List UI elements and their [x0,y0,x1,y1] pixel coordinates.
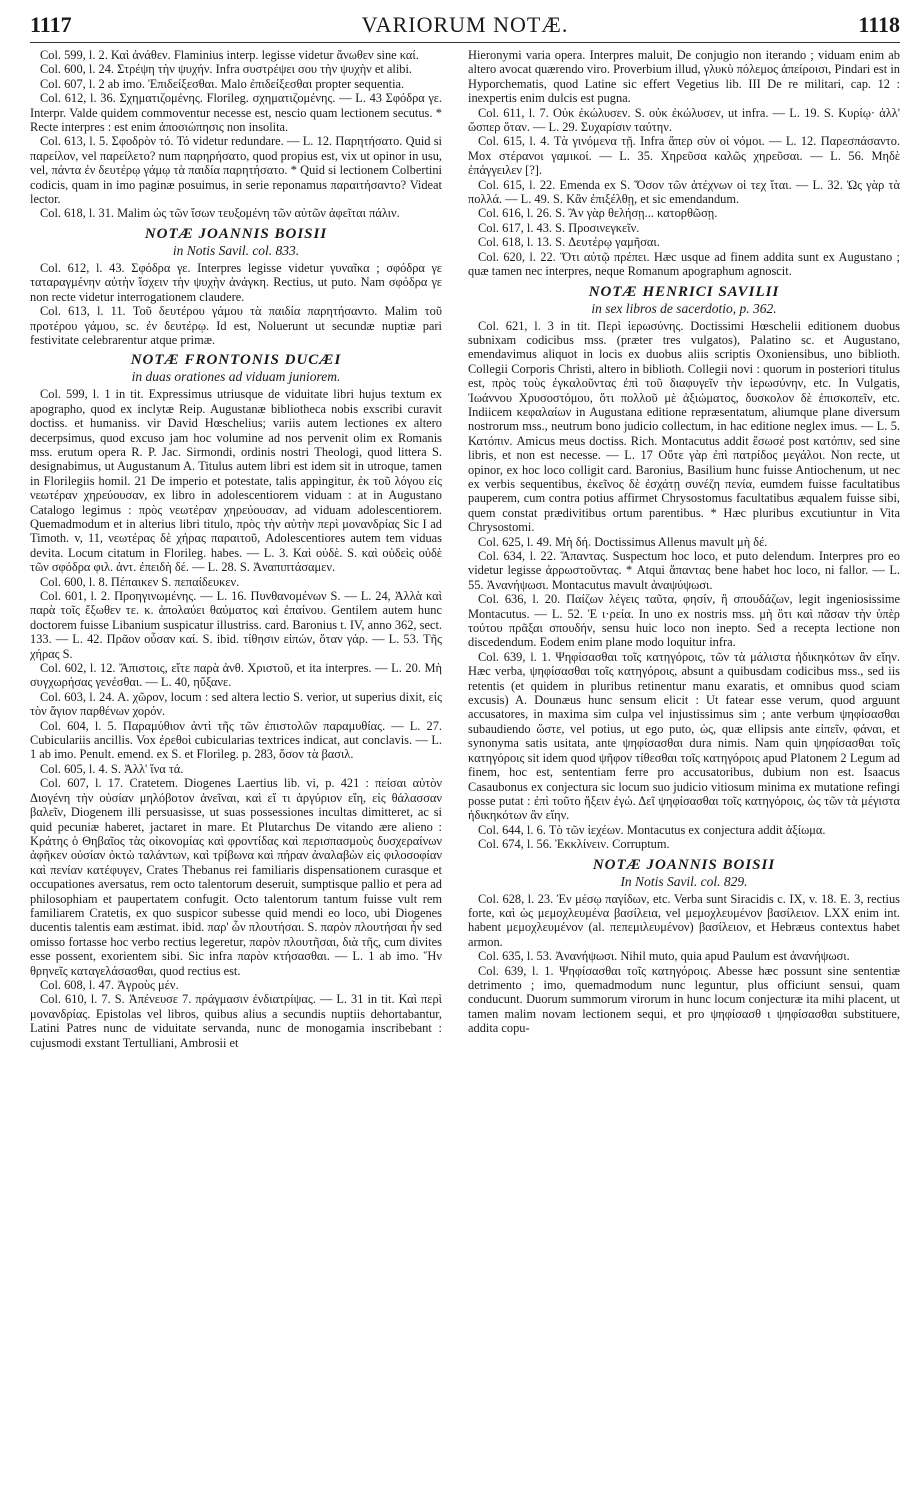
page-number-left: 1117 [30,12,72,37]
note-paragraph: Col. 599, l. 1 in tit. Expressimus utriusque de viduitate libri hujus textum ex apographo, quod ex inclytæ Reip. Augustanæ bibliotheca nobis exscribi curavit doctiss. et humaniss. vir David Hœschelius; variis autem lectiones ex altero decerpsimus, quod excuso jam hoc volumine ad nos pervenit olim ex Romanis mss. erutum opera R. P. Jac. Sirmondi, ordinis nostri Theologi, quod littera S. designabimus, ut Augustanum A. Titulus autem libri est idem sit in utroque, tamen in Florilegiis homil. 21 De imperio et potestate, talis appingitur, ἐκ τοῦ λόγου εἰς νεωτέραν χηρεύουσαν, ex libro in adolescentiorem viduam : at in Augustano Catalogo legimus : πρὸς νεωτέραν χηρεύουσαν, ad viduam adolescentiorem. Quemadmodum et in alterius libri titulo, πρὸς τὴν αὐτὴν περὶ μονανδρίας Sic I ad Timoth. v, 11, νεωτέρας δὲ χήρας παραιτοῦ, Adolescentiores autem tem viduas devita. Locum citatum in Florileg. habes. — L. 3. Καὶ οὐδὲ. S. καὶ οὐδεὶς οὐδὲ τῶν σφόδρα φιλ. ἀντ. ἐπειδὴ δέ. — L. 28. S. Ἀναπιπτάσαμεν. [30,387,442,575]
note-paragraph: Col. 601, l. 2. Προηγινωμένης. — L. 16. Πυνθανομένων S. — L. 24, Ἀλλὰ καὶ παρὰ τοῖς ἔξωθεν τε. κ. ἀπολαύει θαύματος καὶ ἐπαίνου. Gentilem autem hunc doctorem fuisse Libanium suspicatur illustriss. card. Baronius t. IV, anno 362, sect. 133. — L. 42. Πρᾶον οὖσαν καί. S. ibid. τίθησιν εἰπών, ὅταν γάρ. — L. 53. Τῆς χήρας S. [30,589,442,661]
section-subtitle: in Notis Savil. col. 833. [172,242,300,258]
section-title: NOTÆ JOANNIS BOISII [144,225,328,242]
note-paragraph: Col. 628, l. 23. Ἐν μέσῳ παγίδων, etc. Verba sunt Siracidis c. IX, v. 18. E. 3, rectius forte, καὶ ὡς μεμοχλευμένα βασίλεια, vel μεμοχλευμένον βασίλειον. LXX enim int. habent μεμοχλευμένον (al. πεπεμιλευμένον) βασίλειον, et Hebræus contextus habet armon. [468,891,900,949]
note-paragraph: Col. 607, l. 17. Cratetem. Diogenes Laertius lib. vi, p. 421 : πείσαι αὐτὸν Διογένη τὴν οὐσίαν μηλόβοτον ἀνεῖναι, καὶ εἴ τι ἀργύριον εἴη, εἰς θάλασσαν βαλεῖν, Diogenem illi persuasisse, ut suas possessiones incultas dimitteret, ac si quid pecuniæ haberet, jactaret in mare. Et Plutarchus De vitando ære alieno : Κράτης ὁ Θηβαῖος τὰς οἰκονομίας καὶ φροντίδας καὶ περισπασμοὺς δυσχεραίνων ἀφῆκεν οὐσίαν ὀκτὼ ταλάντων, καὶ τρίβωνα καὶ πήραν ἀναλαβὼν εἰς φιλοσοφίαν καὶ πενίαν κατέφυγεν, Crates Thebanus rei familiaris dispensationem curasque et occupationes aversatus, rem octo talentorum deseruit, sumptisque pallio et pera ad philosophiam et paupertatem confugit. Octo talentorum tantum fuisse vult rem familiarem Cratetis, ex quo suspicor subesse quid mendi eo loco, ubi Diogenes ducentis talentis eam æstimat. ibid. παρ' ὧν πλουτήσαι. S. παρὸν πλουτήσαι ἦν sed omisso fortasse hoc verbo rectius legeretur, παρὸν πλουτῆσαι, διὰ τῆς, cum divites esse possent, exorientem sibi. Sic infra παρὸν κτήσασθαι. — L. 1 ab imo. Ἥν θρηνεῖς καταγελάσασθαι, quod rectius est. [30,776,442,978]
section-title: NOTÆ FRONTONIS DUCÆI [130,352,342,369]
page-number-right: 1118 [858,12,900,37]
running-header [30,8,900,43]
note-paragraph: Col. 617, l. 43. S. Προσινεγκεῖν. [478,220,640,235]
note-paragraph: Col. 604, l. 5. Παραμύθιον ἀντὶ τῆς τῶν ἐπιστολῶν παραμυθίας. — L. 27. Cubiculariis ancillis. Vox ἐρεθοὶ cubicularias textrices indicat, aut conclavis. — L. 1 ab imo. Penult. emend. ex S. et Florileg. p. 283, ὅσον τὰ βασιλ. [30,718,442,762]
note-paragraph: Col. 644, l. 6. Τὸ τῶν ἰεχέων. Montacutus ex conjectura addit ἀξίωμα. [478,822,826,837]
note-paragraph: Col. 615, l. 22. Emenda ex S. Ὅσον τῶν ἀτέχνων οἱ τεχ ἴται. — L. 32. Ὡς γὰρ τὰ πολλά. — L. 49. S. Κἂν ἐπιξέλθῃ, et sic emendandum. [468,177,900,207]
note-paragraph: Col. 616, l. 26. S. Ἂν γὰρ θελήσῃ... κατορθῶσῃ. [478,206,718,221]
note-paragraph: Col. 615, l. 4. Τὰ γινόμενα τῇ. Infra ἅπερ σὺν οἱ νόμοι. — L. 12. Παρεσπάσαντο. Mox στέρανοι γαμικοί. — L. 35. Χηρεῦσα καλῶς χηρεῦσαι. — L. 56. Μηδὲ ἐπάγγειλεν [?]. [468,134,900,178]
note-paragraph: Col. 600, l. 24. Στρέψη τὴν ψυχήν. Infra συστρέψει σου τὴν ψυχὴν et alibi. [40,62,413,77]
note-paragraph: Col. 599, l. 2. Καὶ ἀνάθεν. Flaminius interp. legisse videtur ἄνωθεν sine καί. [40,48,419,62]
note-paragraph: Col. 639, l. 1. Ψηφίσασθαι τοῖς κατηγόροις, τῶν τὰ μάλιστα ἠδικηκότων ἂν εἴην. Hæc verba, ψηφίσασθαι τοῖς κατηγόροις, absunt a quibusdam codicibus mss., sed iis retentis (et quidem in pluribus retinentur manu exaratis, et omnibus quod sciam excusis) A. Dounæus hunc sensum elicit : Ut fatear esse verum, quod arguunt accusatores, in maxima sim culpa vel injustissimus sim ; ante verbum ψηφίσασθαι subaudiendo ὥστε, vel potius, ut ego puto, ὡς, quæ ellipsis ante εἰπεῖν, φάναι, et synonyma satis usitata, ante ψηφίσασθαι dura nimis. Nam quin ψηφίσασθαι τοῖς κατηγόροις sit idem quod ψῆφον τίθεσθαι τοῖς κατηγόροις apud Platonem 2 Legum ad finem, hoc est, sententiam ferre pro accusatoribus, dubium non est. Isaacus Casaubonus ex conjectura sic locum suo judicio vitiosum minima ex mutatione refingi posse putat : ἐπὶ τοῦτο ἥξειν ἐγώ. Δεῖ ψηφίσασθαι τοῖς κατηγόροις, ὡς τῶν τὰ μέγιστα ἠδικηκότων ἂν εἴην. [468,649,900,823]
note-paragraph: Col. 674, l. 56. Ἐκκλίνειν. Corruptum. [478,837,670,852]
section-subtitle: in duas orationes ad viduam juniorem. [131,369,341,385]
note-paragraph: Hieronymi varia opera. Interpres maluit, De conjugio non iterando ; viduam enim ab altero avocat quærendo viro. Proverbium illud, γλυκὺ πόλεμος ἀπείροισι, Pindari est in Hyporchematis, quod Latine sic effert Vegetius lib. III De re militari, cap. 12 : inexpertis enim dulcis est pugna. [468,48,900,106]
note-paragraph: Col. 635, l. 53. Ἀνανήψωσι. Nihil muto, quia apud Paulum est ἀνανήψωσι. [478,949,850,964]
section-subtitle: in sex libros de sacerdotio, p. 362. [591,300,777,316]
note-paragraph: Col. 611, l. 7. Οὐκ ἐκώλυσεν. S. οὐκ ἐκώλυσεν, ut infra. — L. 19. S. Κυρίῳ· ἀλλ' ὥσπερ ὅταν. — L. 29. Συχαρίσιν ταύτην. [468,105,900,135]
note-paragraph: Col. 608, l. 47. Ἀγροὺς μέν. [40,977,179,992]
note-paragraph: Col. 613, l. 5. Σφοδρὸν τό. Τό videtur redundare. — L. 12. Παρητήσατο. Quid si παρείλον, vel παρείλετο? num παρηρήσατο, quod propius est, vix ut opinor in usu, vel, πάντα ἐν δευτέρῳ γάμῳ τὰ παιδία παρητήσατο. * Quid si lectionem Colbertini codicis, quam in imo paginæ posuimus, in serie reponamus παραιτήσαντο? Videat lector. [30,134,442,207]
column-gutter [455,48,456,1488]
note-paragraph: Col. 603, l. 24. A. χῶρον, locum : sed altera lectio S. verior, ut superius dixit, εἰς τὸν ἅγιον παρθένων χορόν. [30,689,442,719]
note-paragraph: Col. 607, l. 2 ab imo. Ἐπιδείξεσθαι. Malo ἐπιδείξεσθαι propter sequentia. [40,76,405,91]
right-column [468,48,900,1488]
section-title: NOTÆ JOANNIS BOISII [592,856,776,873]
note-paragraph: Col. 625, l. 49. Μὴ δή. Doctissimus Allenus mavult μὴ δέ. [478,534,768,549]
left-column [30,48,442,1488]
note-paragraph: Col. 618, l. 13. S. Δευτέρῳ γαμῆσαι. [478,235,660,250]
running-title: VARIORUM NOTÆ. [361,12,569,37]
note-paragraph: Col. 600, l. 8. Πέπαικεν S. πεπαίδευκεν. [40,574,240,589]
note-paragraph: Col. 636, l. 20. Παίζων λέγεις ταῦτα, φησίν, ἢ σπουδάζων, legit ingeniosissime Montacutus. — L. 52. Ἐ ι·ρεία. In uno ex nostris mss. μὴ ὅτι καὶ πᾶσαν τὴν ὑπὲρ τούτου πρᾶξαι σπουδήν, sensu huic loco non inepto. Sed a recepta lectione non discedendum. Eodem enim plane modo loquitur infra. [468,592,900,650]
note-paragraph: Col. 612, l. 36. Σχηματιζομένης. Florileg. σχηματιζομένης. — L. 43 Σφόδρα γε. Interpr. Valde quidem commoventur necesse est, nescio quam lectionem secutus. * Recte interpres : est enim ἀποσιώπησις non insolita. [30,91,442,135]
note-paragraph: Col. 634, l. 22. Ἅπαντας. Suspectum hoc loco, et puto delendum. Interpres pro eo videtur legisse ἀρρωστοῦντας. * Atqui ἅπαντας bene habet hoc loco, ni fallor. — L. 55. Ἀνανήψωσι. Montacutus mavult ἀναψύψωσι. [468,549,900,592]
note-paragraph: Col. 621, l. 3 in tit. Περὶ ἱερωσύνης. Doctissimi Hœschelii editionem duobus subnixam codicibus mss. (præter tres vulgatos), Palatino sc. et Augustano, emendavimus aliquot in locis ex duobus aliis scriptis Oxoniensibus, uno biblioth. Collegii Corporis Christi, altero in biblioth. Collegii novi : quorum in posteriori titulus est, πρὸς τοὺς ἐγκαλοῦντας ἐπὶ τοῦ διαφυγεῖν τὴν ἱερωσύνην, etc. In Vulgatis, Ἰωάννου Χρυσοστόμου, ὅτι πολλοῦ μὲ ἀξιώματος, δυσκολον δὲ ἐπισκοπεῖν, etc. Indiicem κεφαλαίων in Augustana editione repræsentatum, aliumque plane diversum nostrorum mss., neutrum bono judicio collectum, in hac editione neglex imus. — L. 5. Κατόπιν. Amicus meus doctiss. Rich. Montacutus addit ἔσωσέ post κατόπιν, sed sine libris, et non est necesse. — L. 17 Οὔτε γὰρ ἐπὶ πατρίδος μεγάλοι. Non recte, ut opinor, ex hoc loco colligit card. Baronius, Basilium hunc fuisse Antiochenum, ut nec ex verbis sequentibus, ἐκεῖνος δὲ ἐσχάτῃ συνέζη πενία, eumdem fuisse facultatibus pauperem, cum contra potius affirmet Chrysostomus facultatibus æqualem fuisse sibi, quem constat prædivitibus ortum parentibus. * Hæc pluribus excutiuntur in Vita Chrysostomi. [468,318,900,535]
note-paragraph: Col. 612, l. 43. Σφόδρα γε. Interpres legisse videtur γυναῖκα ; σφόδρα γε ταταραγμένην αὐτὴν ἴσχειν τὴν ψυχὴν ἀνάγκη. Rectius, ut puto. Nam σφόδρα γε non recte videtur interrogationem claudere. [30,260,442,304]
note-paragraph: Col. 639, l. 1. Ψηφίσασθαι τοῖς κατηγόροις. Abesse hæc possunt sine sententiæ detrimento ; imo, quemadmodum nunc leguntur, plus officiunt sensui, quam conducunt. Duorum summorum virorum in hunc locum conjecturæ ita mihi placent, ut tamen malim novam lectionem sequi, et pro ψηφίσασθ ι ψηφίσασθαι substituere, addita copu- [468,963,900,1036]
note-paragraph: Col. 602, l. 12. Ἄπιστοις, εἴτε παρὰ ἀνθ. Χριστοῦ, et ita interpres. — L. 20. Μὴ συγχωρήσας γενέσθαι. — L. 40, ηὔξανε. [30,661,442,690]
note-paragraph: Col. 613, l. 11. Τοῦ δευτέρου γάμου τὰ παιδία παρητήσαντο. Malim τοῦ προτέρου γάμου, sc. ἐν δευτέρῳ. Id est, Noluerunt ut secundæ nuptiæ pari festivitate celebrarentur atque primæ. [30,304,442,347]
note-paragraph: Col. 610, l. 7. S. Ἀπένευσε 7. πράγμασιν ἐνδιατρίψας. — L. 31 in tit. Καὶ περὶ μονανδρίας. Epistolas vel libros, quibus alius a secundis nuptiis dehortabantur, Latini Patres nunc de viduitate servanda, nunc de monogamia inscribebant : cujusmodi exstant Tertulliani, Ambrosii et [30,992,442,1050]
note-paragraph: Col. 605, l. 4. S. Ἀλλ' ἵνα τά. [40,761,184,776]
section-subtitle: In Notis Savil. col. 829. [620,873,748,889]
note-paragraph: Col. 618, l. 31. Malim ὡς τῶν ἴσων τευξομένη τῶν αὐτῶν ἀφεῖται πάλιν. [40,206,400,221]
section-title: NOTÆ HENRICI SAVILII [588,283,780,300]
note-paragraph: Col. 620, l. 22. Ὅτι αὐτῷ πρέπει. Hæc usque ad finem addita sunt ex Augustano ; quæ tamen nec interpres, neque Romanum apographum agnoscit. [468,249,900,279]
